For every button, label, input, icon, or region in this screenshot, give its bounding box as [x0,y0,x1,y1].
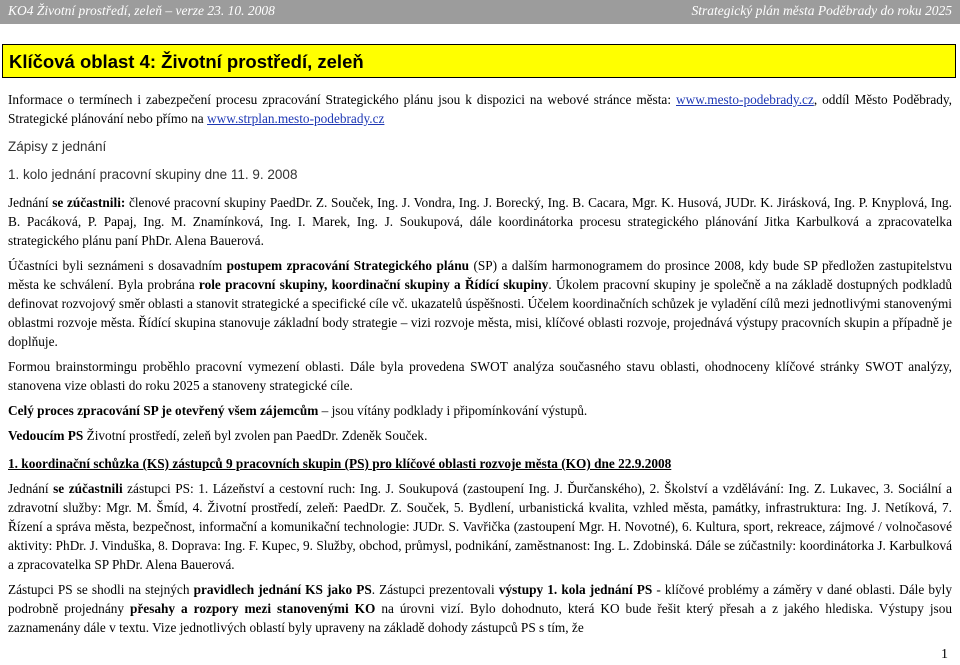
city-website-link[interactable]: www.mesto-podebrady.cz [676,92,814,107]
meeting-2-heading-text: 1. koordinační schůzka (KS) zástupců 9 pracovních skupin (PS) pro klíčové oblasti rozvoje města (KO) dne 22.9.2008 [8,456,672,471]
outcome-bold-d: výstupy 1. kola jednání PS [498,582,653,597]
attendance-bold: se zúčastnili: [52,195,126,210]
attendance-lead: Jednání [8,195,53,210]
outcome-text-e: - klíčové problémy a záměry v dané oblasti. Dále byly podrobně projednány [8,582,952,616]
process-paragraph [8,256,952,351]
header-document-version: KO4 Životní prostředí, zeleň – verze 23. 10. 2008 [8,3,275,18]
attendance-paragraph [8,193,952,250]
info-text-middle: , oddíl Město Poděbrady, Strategické plánování nebo přímo na [8,92,952,126]
brainstorming-paragraph: Formou brainstormingu proběhlo pracovní vymezení oblasti. Dále byla provedena SWOT analýza současného stavu oblasti, ohodnoceny klíčové stránky SWOT analýzy, stanovena vize oblasti do roku 2025 a stanoveny strategické cíle. [8,359,952,393]
open-process-bold: Celý proces zpracování SP je otevřený všem zájemcům [8,403,319,418]
info-text: Informace o termínech i zabezpečení procesu zpracování Strategického plánu jsou k dispozici na webové stránce města: [8,92,676,107]
outcome-text-g: na úrovni vizí. Bylo dohodnuto, která KO bude řešit který přesah a z jakého hlediska. Výstupy jsou zaznamenány dále v textu. Vize jednotlivých oblastí byly upraveny na základě dohody zástupců PS s tím, že [8,601,953,635]
coordination-list: zástupci PS: 1. Lázeňství a cestovní ruch: Ing. J. Soukupová (zastoupení Ing. J. Ďurčanského), 2. Školství a vzdělávání: Ing. Z. Lukavec, 3. Sociální a zdravotní služby: Mgr. M. Šmíd, 4. Životní prostředí, zeleň: PaedDr. Z. Souček, 5. Bydlení, urbanistická kvalita, vzhled města, památky, infrastruktura: Ing. J. Netíková, 7. Řízení a správa města, bezpečnost, informační a komunikační technologie: JUDr. S. Vavřička (zastoupení Mgr. H. Novotné), 6. Kultura, sport, rekreace, zájmové / volnočasové aktivity: PhDr. J. Vinduška, 8. Doprava: Ing. F. Kupec, 9. Služby, obchod, průmysl, podnikání, zaměstnanost: Ing. L. Zdobinská. Dále se zúčastnily: koordinátorka J. Karbulková a zpracovatelka SP PhDr. Alena Bauerová. [8,481,952,572]
meeting-2-heading [8,454,952,473]
outcome-bold-b: pravidlech jednání KS jako PS [193,582,372,597]
open-process-paragraph [8,401,952,420]
process-bold-d: role pracovní skupiny, koordinační skupiny a Řídící skupiny [198,277,549,292]
attendance-list: členové pracovní skupiny PaedDr. Z. Souček, Ing. J. Vondra, Ing. J. Borecký, Ing. B. Cacara, Mgr. K. Husová, JUDr. K. Jirásková, Ing. P. Knyplová, Ing. B. Pacáková, P. Papaj, Ing. M. Znamínková, Ing. I. Marek, Ing. J. Soukupová, dále koordinátorka procesu strategického plánování Jitka Karbulková a zpracovatelka strategického plánu paní PhDr. Alena Bauerová. [8,195,952,248]
outcome-text-c: . Zástupci prezentovali [371,582,499,597]
strategic-plan-link[interactable]: www.strplan.mesto-podebrady.cz [207,111,385,126]
outcome-bold-f: přesahy a rozpory mezi stanovenými KO [130,601,376,616]
group-leader-text: Životní prostředí, zeleň byl zvolen pan PaedDr. Zdeněk Souček. [83,428,428,443]
header-document-title: Strategický plán města Poděbrady do roku 2025 [691,3,952,18]
process-text-e: . Úkolem pracovní skupiny je společně a na základě dostupných podkladů definovat rozvojový směr oblasti a stanovit strategické a specifické cíle vč. ukazatelů úspěšnosti. Účelem koordinačních schůzek je vyladění cílů mezi jednotlivými stanovenými oblastmi rozvoje města. Řídící skupina stanovuje základní body strategie – vizi rozvoje města, misi, klíčové oblasti rozvoje, projednává výstupy pracovních skupin a případně je doplňuje. [8,277,952,349]
document-body [8,90,952,637]
coordination-bold: se zúčastnili [53,481,123,496]
process-text-c: (SP) a dalším harmonogramem do prosince 2008, kdy bude SP předložen zastupitelstvu města ke schválení. Byla probrána [8,258,952,292]
outcome-text-a: Zástupci PS se shodli na stejných [8,582,194,597]
running-header [0,0,960,24]
info-paragraph [8,90,952,128]
process-bold-b: postupem zpracování Strategického plánu [226,258,469,273]
minutes-heading: Zápisy z jednání [8,139,107,154]
section-title-bar [2,44,956,78]
coordination-attendance-paragraph [8,479,952,574]
process-text-a: Účastníci byli seznámeni s dosavadním [8,258,227,273]
meeting-1-heading: 1. kolo jednání pracovní skupiny dne 11. 9. 2008 [8,167,298,182]
group-leader-bold: Vedoucím PS [8,428,84,443]
coordination-lead: Jednání [8,481,54,496]
open-process-text: – jsou vítány podklady i připomínkování výstupů. [318,403,588,418]
coordination-outcome-paragraph [8,580,952,637]
page-number: 1 [941,647,948,662]
section-title: Klíčová oblast 4: Životní prostředí, zeleň [9,51,364,72]
group-leader-paragraph [8,426,952,445]
